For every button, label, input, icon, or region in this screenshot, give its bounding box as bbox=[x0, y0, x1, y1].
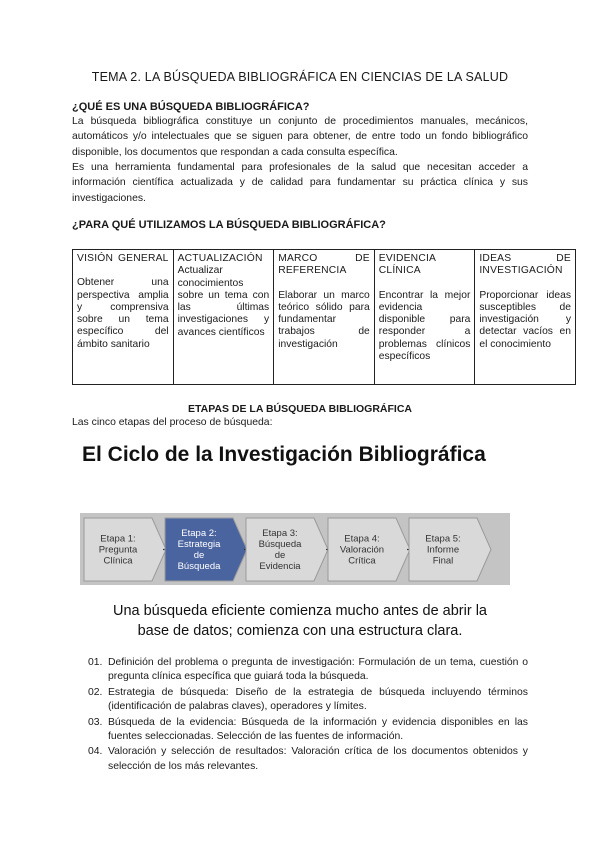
list-text: Estrategia de búsqueda: Diseño de la estrategia de búsqueda incluyendo términos (identificación de palabras claves), operadores y límites. bbox=[108, 686, 528, 713]
cell-text: Proporcionar ideas susceptibles de investigación y detectar vacíos en el conocimiento bbox=[479, 289, 571, 350]
stage-label-line: Valoración bbox=[339, 544, 385, 556]
stage-label-line: Etapa 5: bbox=[425, 533, 461, 545]
cell-heading: EVIDENCIA CLÍNICA bbox=[378, 253, 437, 277]
stage-label-line: Evidencia bbox=[259, 561, 301, 572]
list-text: Búsqueda de la evidencia: Búsqueda de la información y evidencia disponibles en las fuentes seleccionadas. Selección de las fuentes de información. bbox=[108, 716, 528, 743]
list-number: 03. bbox=[88, 716, 103, 728]
cell-heading: VISIÓN GENERAL bbox=[77, 253, 169, 264]
diagram-caption-line1: Una búsqueda eficiente comienza mucho antes de abrir la bbox=[112, 603, 488, 619]
cell-heading: MARCO DE REFERENCIA bbox=[278, 253, 370, 277]
list-item bbox=[88, 686, 528, 715]
stage-label-line: Final bbox=[432, 555, 454, 567]
section-heading-stages: ETAPAS DE LA BÚSQUEDA BIBLIOGRÁFICA bbox=[187, 403, 412, 415]
cell-heading: IDEAS DE INVESTIGACIÓN bbox=[479, 253, 571, 277]
list-item bbox=[88, 656, 528, 685]
cell-text: Obtener una perspectiva amplia y comprensiva sobre un tema específico del ámbito sanitario bbox=[77, 277, 169, 350]
stage-label-line: Pregunta bbox=[98, 544, 138, 556]
purpose-cell-evidence bbox=[374, 250, 475, 385]
purpose-cell-ideas bbox=[475, 250, 576, 385]
diagram-title: El Ciclo de la Investigación Bibliográfica bbox=[82, 443, 486, 466]
list-number: 01. bbox=[88, 657, 103, 668]
section-heading-what: ¿QUÉ ES UNA BÚSQUEDA BIBLIOGRÁFICA? bbox=[72, 101, 310, 113]
stage-label-line: Búsqueda bbox=[258, 539, 302, 550]
stage-label-line: Etapa 2: bbox=[181, 528, 217, 539]
list-number: 04. bbox=[88, 746, 103, 758]
list-number: 02. bbox=[88, 686, 103, 698]
cell-text: Actualizar conocimientos sobre un tema con las últimas investigaciones y avances científicos bbox=[177, 265, 270, 338]
stage-label-line: Etapa 1: bbox=[100, 533, 136, 545]
page-title: TEMA 2. LA BÚSQUEDA BIBLIOGRÁFICA EN CIENCIAS DE LA SALUD bbox=[91, 70, 509, 84]
stage-label-1 bbox=[99, 534, 138, 567]
stages-list bbox=[88, 656, 528, 775]
stage-label-line: Etapa 3: bbox=[262, 528, 298, 539]
list-item bbox=[88, 716, 528, 745]
stage-label-line: Etapa 4: bbox=[344, 533, 380, 545]
research-cycle-diagram bbox=[72, 435, 528, 655]
purpose-cell-update bbox=[173, 250, 274, 385]
stage-label-line: Informe bbox=[426, 544, 460, 556]
list-item bbox=[88, 745, 528, 774]
stage-label-line: de bbox=[274, 550, 286, 561]
cell-text: Elaborar un marco teórico sólido para fundamentar trabajos de investigación bbox=[278, 289, 370, 350]
stage-label-line: de bbox=[193, 550, 205, 561]
purpose-cell-framework bbox=[274, 250, 375, 385]
paragraph-tool: Es una herramienta fundamental para profesionales de la salud que necesitan acceder a información científica actualizada y de calidad para fundamentar su práctica clínica y sus investigaciones. bbox=[72, 162, 528, 204]
paragraph-definition: La búsqueda bibliográfica constituye un conjunto de procedimientos manuales, mecánicos, automáticos y/o intelectuales que se siguen para obtener, de entre todo un fondo bibliográfico disponible, los documentos que respondan a cada consulta específica. bbox=[72, 116, 528, 158]
section-heading-purpose: ¿PARA QUÉ UTILIZAMOS LA BÚSQUEDA BIBLIOGRÁFICA? bbox=[72, 219, 386, 231]
stages-lead-text: Las cinco etapas del proceso de búsqueda: bbox=[72, 417, 273, 428]
purpose-table bbox=[72, 249, 576, 385]
diagram-caption-line2: base de datos; comienza con una estructura clara. bbox=[137, 623, 463, 639]
table-row bbox=[73, 250, 576, 385]
stage-flow bbox=[84, 518, 491, 581]
stage-label-line: Estrategia bbox=[177, 539, 221, 550]
cell-text: Encontrar la mejor evidencia disponible para responder a problemas clínicos específicos bbox=[378, 289, 471, 363]
purpose-cell-vision bbox=[73, 250, 174, 385]
list-text: Definición del problema o pregunta de investigación: Formulación de un tema, cuestión o pregunta clínica específica que guiará toda la búsqueda. bbox=[108, 657, 528, 683]
stage-label-line: Clínica bbox=[103, 555, 133, 567]
cell-heading: ACTUALIZACIÓN bbox=[177, 253, 263, 264]
list-text: Valoración y selección de resultados: Valoración crítica de los documentos obtenidos y selección de los más relevantes. bbox=[108, 746, 528, 772]
stage-label-line: Búsqueda bbox=[177, 561, 221, 572]
stage-label-line: Crítica bbox=[348, 555, 376, 567]
